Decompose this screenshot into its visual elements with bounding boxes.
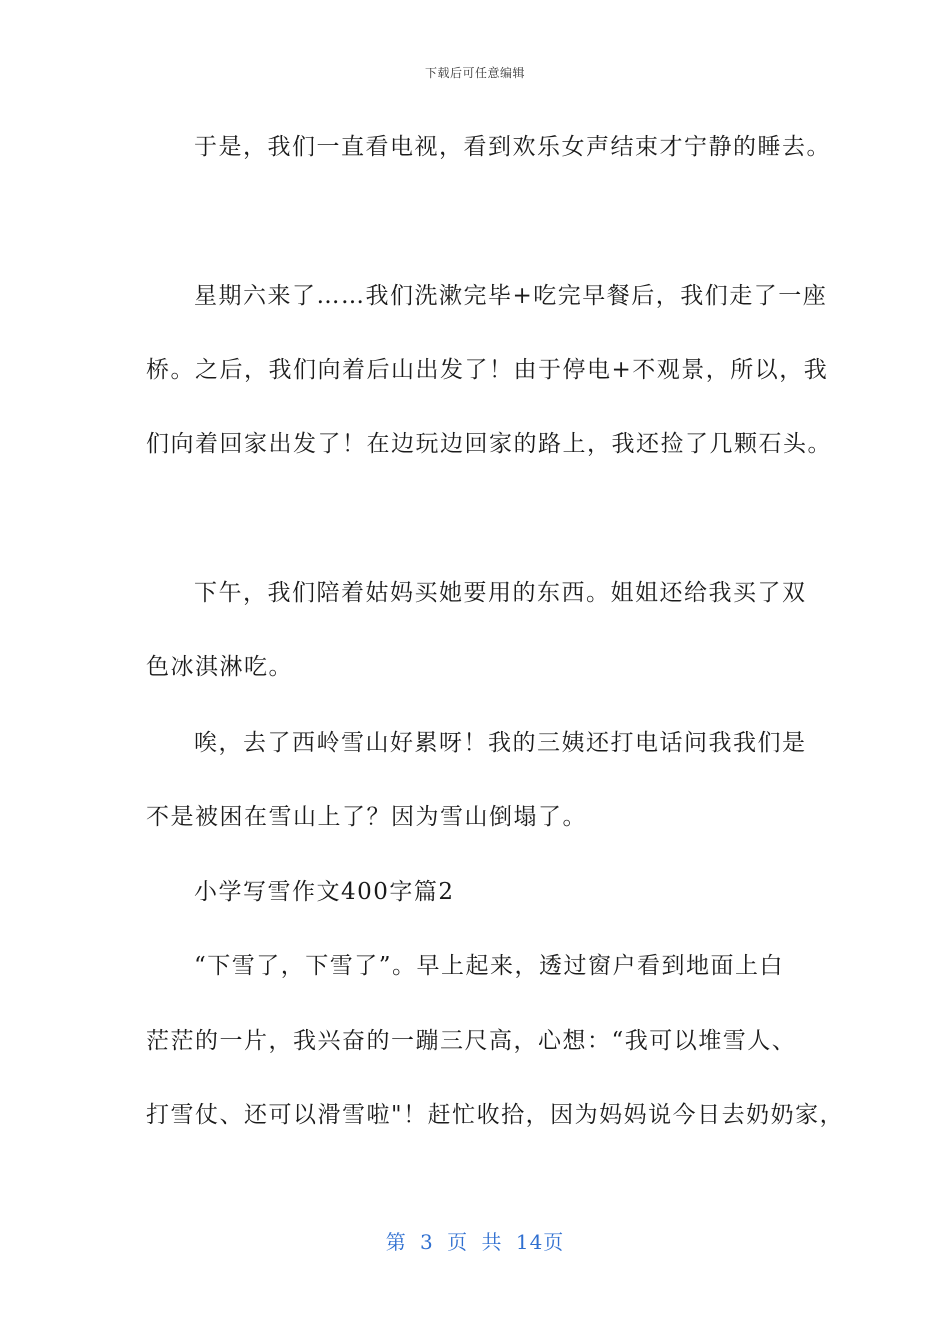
paragraph-line: 茫茫的一片，我兴奋的一蹦三尺高，心想：“我可以堆雪人、 xyxy=(146,1028,797,1054)
paragraph-line: 打雪仗、还可以滑雪啦"！赶忙收拾，因为妈妈说今日去奶奶家， xyxy=(146,1102,845,1128)
section-heading: 小学写雪作文400字篇2 xyxy=(194,879,455,905)
paragraph-line: 色冰淇淋吃。 xyxy=(146,654,293,680)
paragraph-line: 下午，我们陪着姑妈买她要用的东西。姐姐还给我买了双 xyxy=(194,580,807,606)
paragraph-line: 桥。之后，我们向着后山出发了！由于停电+不观景，所以，我 xyxy=(146,357,829,383)
paragraph-line: 于是，我们一直看电视，看到欢乐女声结束才宁静的睡去。 xyxy=(194,134,831,160)
paragraph-line: “下雪了，下雪了”。早上起来，透过窗户看到地面上白 xyxy=(194,953,785,979)
page-indicator: 第 3 页 共 14页 xyxy=(385,1230,565,1254)
paragraph-line: 唉，去了西岭雪山好累呀！我的三姨还打电话问我我们是 xyxy=(194,730,807,756)
paragraph-line: 们向着回家出发了！在边玩边回家的路上，我还捡了几颗石头。 xyxy=(146,431,832,457)
paragraph-line: 不是被困在雪山上了？因为雪山倒塌了。 xyxy=(146,804,587,830)
header-note: 下载后可任意编辑 xyxy=(424,66,525,80)
paragraph-line: 星期六来了……我们洗漱完毕+吃完早餐后，我们走了一座 xyxy=(194,283,828,309)
